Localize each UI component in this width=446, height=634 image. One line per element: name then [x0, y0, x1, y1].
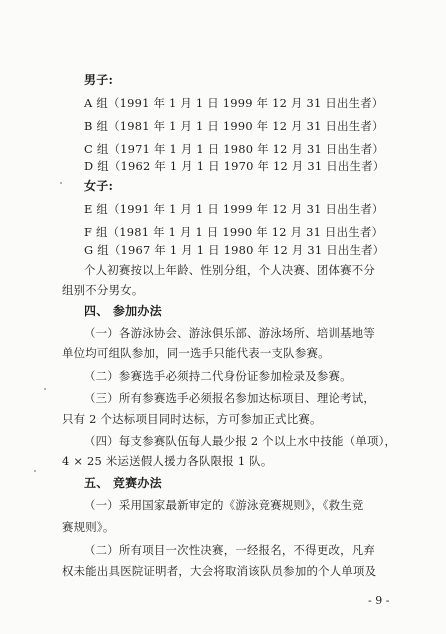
note-line-2: 组别不分男女。	[62, 283, 144, 297]
scan-speck	[60, 182, 62, 184]
section-5-title: 五、 竞赛办法	[84, 476, 162, 490]
section-4-line-3: （二）参赛选手必须持二代身份证参加检录及参赛。	[84, 369, 352, 383]
section-5-line-3: （二）所有项目一次性决赛，一经报名，不得更改，凡弃	[84, 543, 376, 557]
section-5-line-2: 赛规则》。	[62, 520, 115, 534]
female-group-f: F 组（1981 年 1 月 1 日 1990 年 12 月 31 日出生者）	[84, 225, 384, 239]
female-group-g: G 组（1967 年 1 月 1 日 1980 年 12 月 31 日出生者）	[84, 243, 385, 257]
scan-speck	[44, 388, 46, 390]
section-4-line-2: 单位均可组队参加，同一选手只能代表一支队参赛。	[62, 346, 330, 360]
section-5-line-4: 权未能出具医院证明者，大会将取消该队员参加的个人单项及	[62, 564, 377, 578]
scan-speck	[34, 470, 36, 472]
note-line-1: 个人初赛按以上年龄、性别分组，个人决赛、团体赛不分	[84, 263, 376, 277]
section-5-line-1: （一）采用国家最新审定的《游泳竞赛规则》，《救生竞	[84, 498, 364, 512]
male-heading: 男子:	[84, 73, 114, 87]
male-group-d: D 组（1962 年 1 月 1 日 1970 年 12 月 31 日出生者）	[84, 159, 385, 173]
male-group-b: B 组（1981 年 1 月 1 日 1990 年 12 月 31 日出生者）	[84, 119, 384, 133]
section-4-title: 四、 参加办法	[84, 304, 162, 318]
female-heading: 女子:	[84, 179, 114, 193]
section-4-line-5: 只有 2 个达标项目同时达标，方可参加正式比赛。	[62, 412, 322, 426]
male-group-c: C 组（1971 年 1 月 1 日 1980 年 12 月 31 日出生者）	[84, 142, 385, 156]
section-4-line-4: （三）所有参赛选手必须报名参加达标项目、理论考试，	[84, 391, 376, 405]
section-4-line-7: 4 × 25 米运送假人援力各队限报 1 队。	[62, 454, 273, 468]
page-number: - 9 -	[368, 594, 390, 607]
female-group-e: E 组（1991 年 1 月 1 日 1999 年 12 月 31 日出生者）	[84, 202, 384, 216]
section-4-line-6: （四）每支参赛队伍每人最少报 2 个以上水中技能（单项），	[84, 434, 397, 448]
section-4-line-1: （一）各游泳协会、游泳俱乐部、游泳场所、培训基地等	[84, 326, 376, 340]
male-group-a: A 组（1991 年 1 月 1 日 1999 年 12 月 31 日出生者）	[84, 96, 384, 110]
